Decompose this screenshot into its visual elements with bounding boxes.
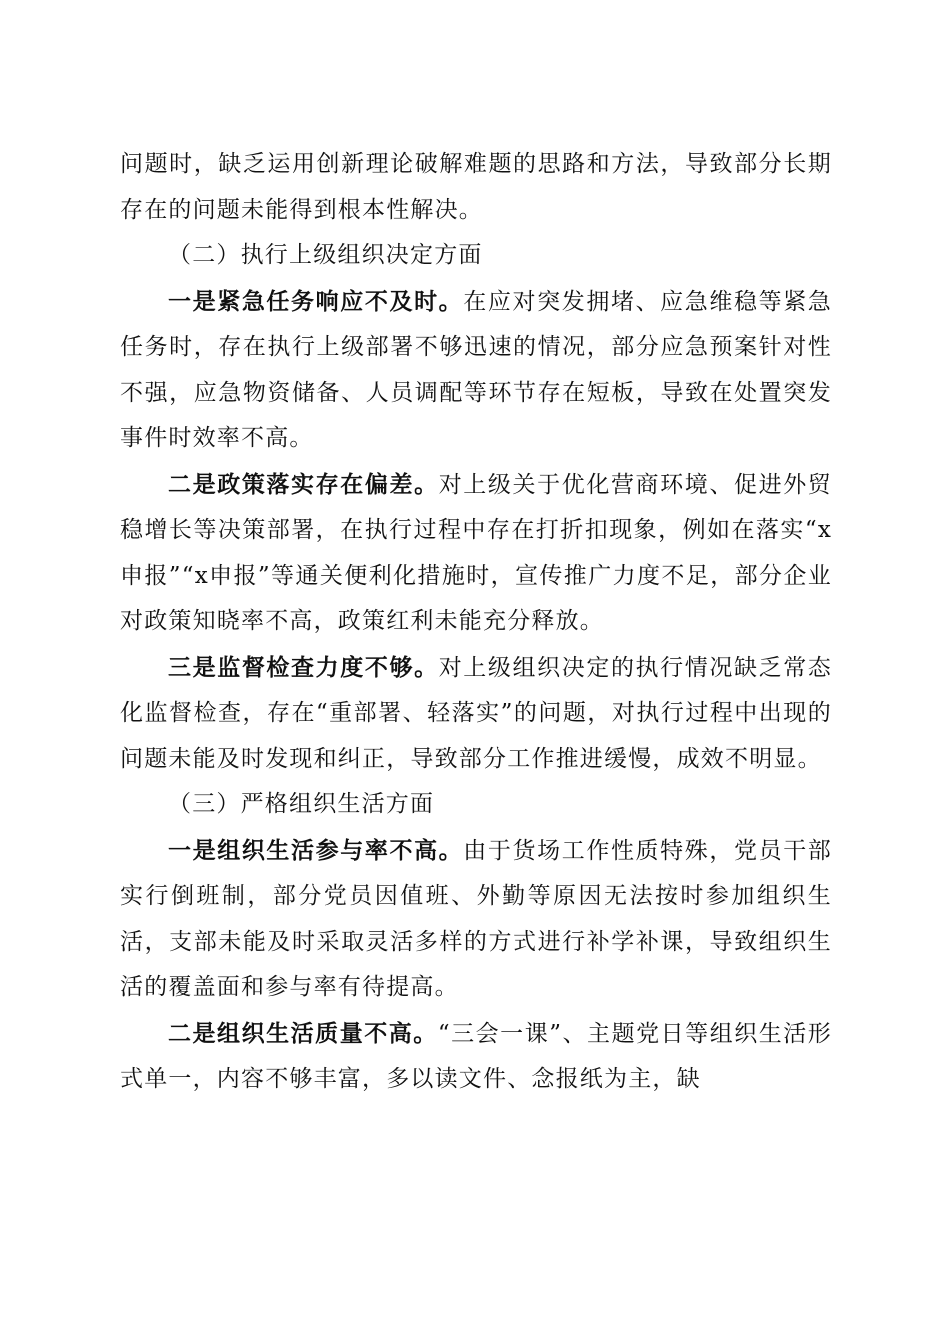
paragraph-lead: 三是监督检查力度不够。: [168, 653, 439, 681]
paragraph-text: 在应对突发拥堵、应急维稳等紧急任务时，存在执行上级部署不够迅速的情况，部分应急预案针对性不强，应急物资储备、人员调配等环节存在短板，导致在处置突发事件时效率不高。: [120, 288, 833, 451]
paragraph-lead: 一是紧急任务响应不及时。: [168, 287, 464, 315]
paragraph-lead: 二是政策落实存在偏差。: [168, 470, 439, 498]
paragraph-lead: 二是组织生活质量不高。: [168, 1019, 438, 1047]
document-body: [120, 142, 832, 1103]
paragraph-lead: 一是组织生活参与率不高。: [168, 836, 464, 864]
paragraph-continuation: [120, 142, 832, 233]
heading-text: （二）执行上级组织决定方面: [168, 242, 483, 268]
paragraph-quality: [120, 1011, 832, 1103]
paragraph-text: 问题时，缺乏运用创新理论破解难题的思路和方法，导致部分长期存在的问题未能得到根本性解决。: [120, 151, 832, 223]
section-heading-3: [120, 782, 832, 828]
paragraph-text: 对上级组织决定的执行情况缺乏常态化监督检查，存在“重部署、轻落实”的问题，对执行过程中出现的问题未能及时发现和纠正，导致部分工作推进缓慢，成效不明显。: [120, 654, 832, 772]
paragraph-participation-rate: [120, 828, 832, 1011]
section-heading-2: [120, 233, 832, 279]
paragraph-policy-implementation: [120, 462, 832, 645]
paragraph-text: “三会一课”、主题党日等组织生活形式单一，内容不够丰富，多以读文件、念报纸为主，缺: [120, 1020, 833, 1092]
paragraph-text: 由于货场工作性质特殊，党员干部实行倒班制，部分党员因值班、外勤等原因无法按时参加组织生活，支部未能及时采取灵活多样的方式进行补学补课，导致组织生活的覆盖面和参与率有待提高。: [120, 837, 833, 1000]
heading-text: （三）严格组织生活方面: [168, 791, 435, 817]
paragraph-emergency-response: [120, 279, 832, 462]
paragraph-text: 对上级关于优化营商环境、促进外贸稳增长等决策部署，在执行过程中存在打折扣现象，例如在落实“x申报”“x申报”等通关便利化措施时，宣传推广力度不足，部分企业对政策知晓率不高，政策红利未能充分释放。: [120, 471, 832, 634]
paragraph-supervision: [120, 645, 832, 783]
